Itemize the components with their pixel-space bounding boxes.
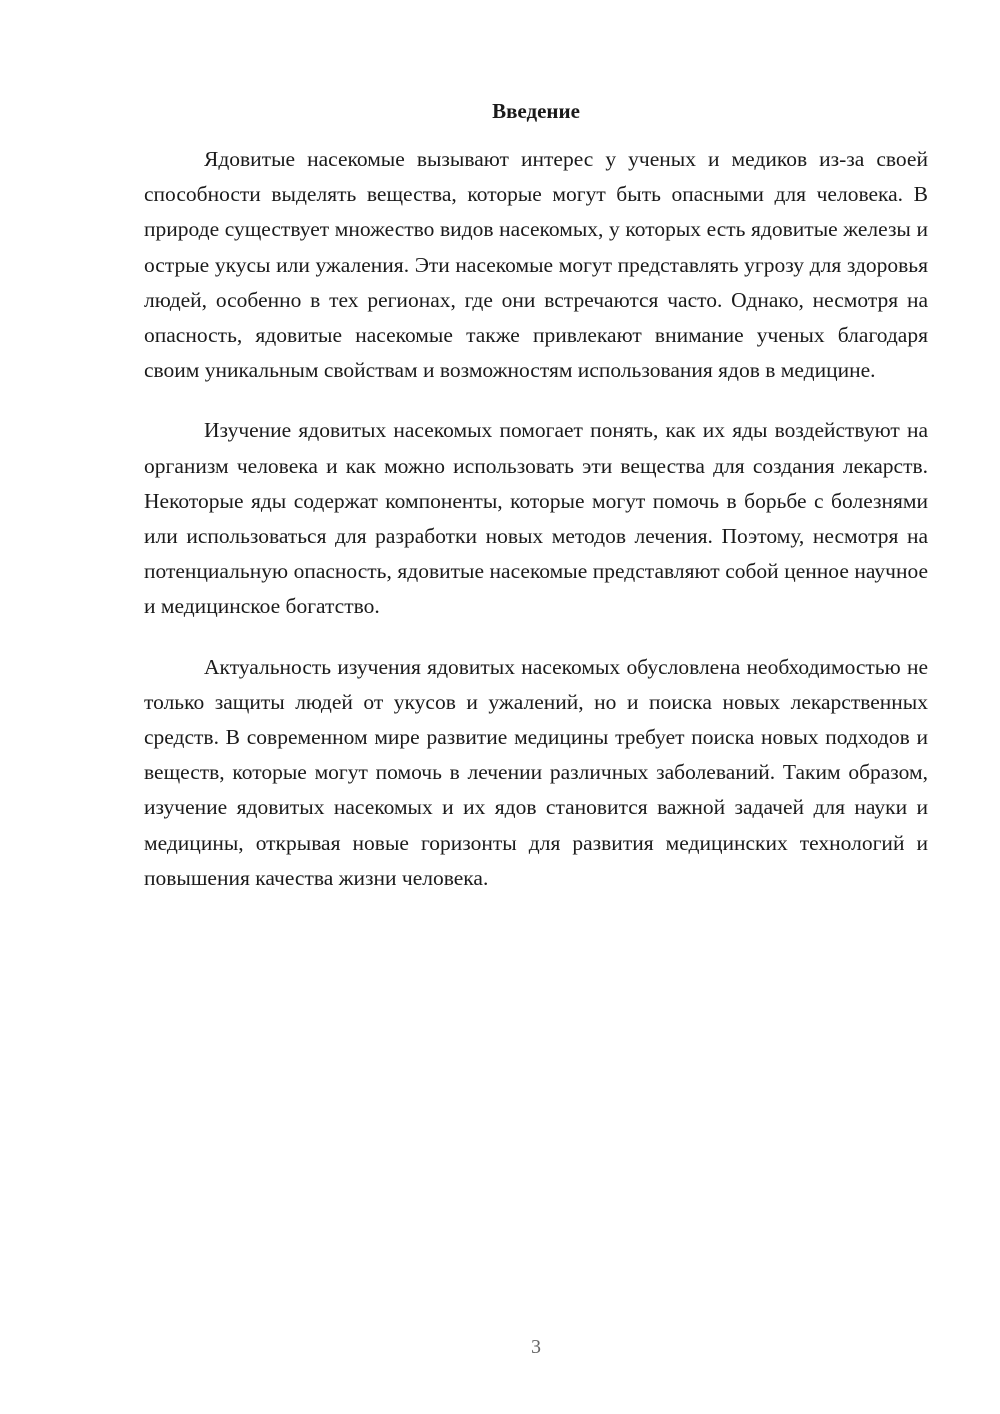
paragraph: Ядовитые насекомые вызывают интерес у ученых и медиков из-за своей способности выделять вещества, которые могут быть опасными для человека. В природе существует множество видов насекомых, у которых есть ядовитые железы и острые укусы или ужаления. Эти насекомые могут представлять угрозу для здоровья людей, особенно в тех регионах, где они встречаются часто. Однако, несмотря на опасность, ядовитые насекомые также привлекают внимание ученых благодаря своим уникальным свойствам и возможностям использования ядов в медицине. bbox=[144, 147, 928, 383]
paragraph: Актуальность изучения ядовитых насекомых обусловлена необходимостью не только защиты людей от укусов и ужалений, но и поиска новых лекарственных средств. В современном мире развитие медицины требует поиска новых подходов и веществ, которые могут помочь в лечении различных заболеваний. Таким образом, изучение ядовитых насекомых и их ядов становится важной задачей для науки и медицины, открывая новые горизонты для развития медицинских технологий и повышения качества жизни человека. bbox=[144, 654, 928, 890]
page-number: 3 bbox=[531, 1336, 541, 1358]
body-text bbox=[144, 142, 928, 921]
paragraph: Изучение ядовитых насекомых помогает понять, как их яды воздействуют на организм человека и как можно использовать эти вещества для создания лекарств. Некоторые яды содержат компоненты, которые могут помочь в борьбе с болезнями или использоваться для разработки новых методов лечения. Поэтому, несмотря на потенциальную опасность, ядовитые насекомые представляют собой ценное научное и медицинское богатство. bbox=[144, 418, 928, 619]
section-heading: Введение bbox=[492, 99, 580, 123]
